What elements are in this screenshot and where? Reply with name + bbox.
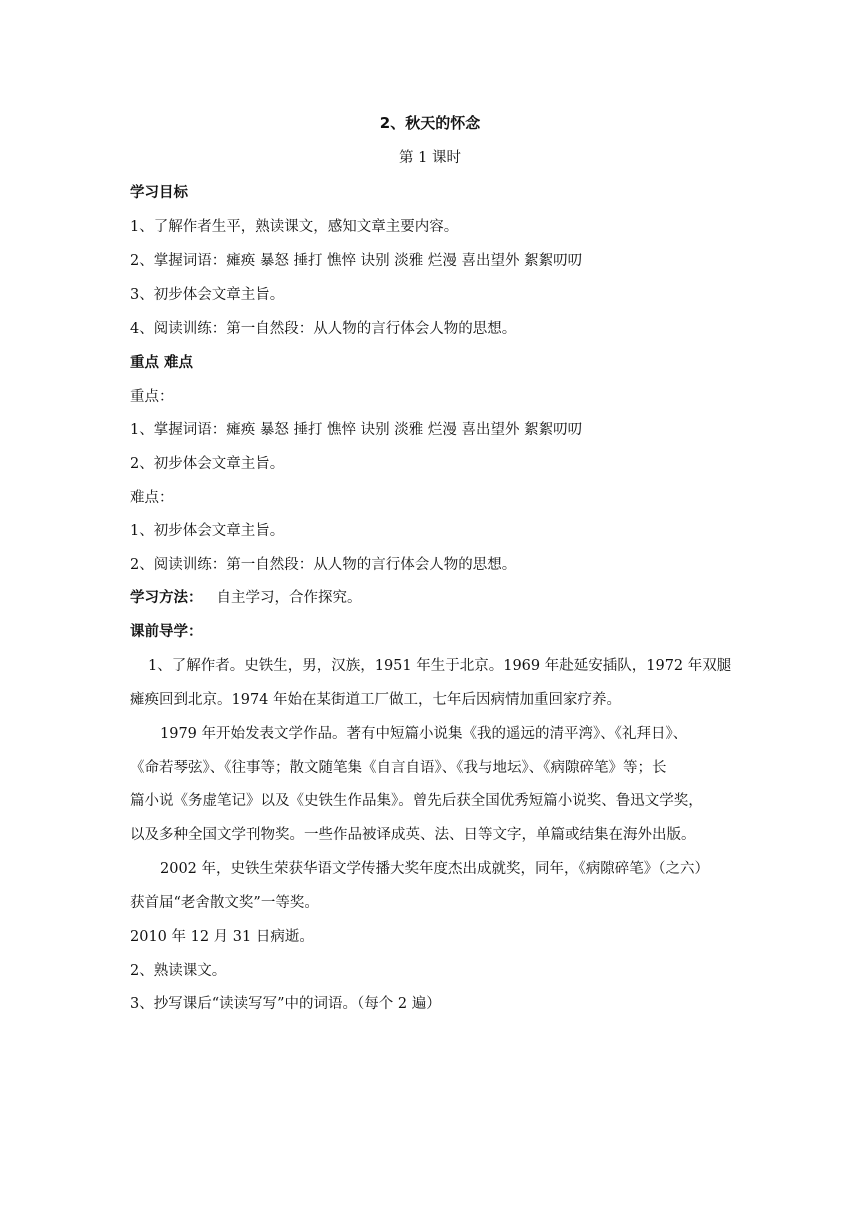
preview-item: 2、熟读课文。 (130, 963, 227, 979)
preview-paragraph-line: 1、了解作者。史铁生，男，汉族，1951 年生于北京。1969 年赴延安插队，1972 年双腿 (148, 658, 732, 674)
preview-paragraph-line: 获首届“老舍散文奖”一等奖。 (130, 895, 319, 911)
preview-paragraph-line: 2002 年，史铁生荣获华语文学传播大奖年度杰出成就奖，同年，《病隙碎笔》（之六） (160, 861, 710, 877)
preview-paragraph-line: 篇小说《务虚笔记》以及《史铁生作品集》。曾先后获全国优秀短篇小说奖、鲁迅文学奖， (130, 793, 703, 809)
preview-paragraph-line: 2010 年 12 月 31 日病逝。 (130, 929, 314, 945)
goal-item: 4、阅读训练：第一自然段：从人物的言行体会人物的思想。 (130, 321, 517, 337)
lesson-subtitle: 第 1 课时 (399, 150, 461, 166)
key-heading: 重点 难点 (130, 355, 194, 371)
goal-item: 1、了解作者生平，熟读课文，感知文章主要内容。 (130, 219, 459, 235)
difficult-point: 2、阅读训练：第一自然段：从人物的言行体会人物的思想。 (130, 557, 517, 573)
goal-item: 3、初步体会文章主旨。 (130, 287, 285, 303)
method-row (130, 586, 730, 607)
difficult-label: 难点： (130, 490, 174, 506)
key-point: 1、掌握词语：瘫痪 暴怒 捶打 憔悴 诀别 淡雅 烂漫 喜出望外 絮絮叨叨 (130, 422, 583, 438)
goals-heading: 学习目标 (130, 185, 188, 201)
lesson-title: 2、秋天的怀念 (379, 114, 481, 132)
preview-paragraph-line: 以及多种全国文学刊物奖。一些作品被译成英、法、日等文字，单篇或结集在海外出版。 (130, 827, 696, 843)
preview-paragraph-line: 1979 年开始发表文学作品。著有中短篇小说集《我的遥远的清平湾》、《礼拜日》、 (160, 726, 688, 742)
method-text: 自主学习，合作探究。 (216, 590, 362, 606)
method-label: 学习方法： (130, 590, 203, 606)
difficult-point: 1、初步体会文章主旨。 (130, 523, 285, 539)
preview-paragraph-line: 《命若琴弦》、《往事等；散文随笔集《自言自语》、《我与地坛》、《病隙碎笔》等；长 (130, 760, 667, 776)
preview-paragraph-line: 瘫痪回到北京。1974 年始在某街道工厂做工，七年后因病情加重回家疗养。 (130, 692, 622, 708)
goal-item: 2、掌握词语：瘫痪 暴怒 捶打 憔悴 诀别 淡雅 烂漫 喜出望外 絮絮叨叨 (130, 253, 583, 269)
preview-heading: 课前导学： (130, 624, 203, 640)
key-point: 2、初步体会文章主旨。 (130, 456, 285, 472)
key-label: 重点： (130, 389, 174, 405)
preview-item: 3、抄写课后“读读写写”中的词语。（每个 2 遍） (130, 996, 441, 1012)
